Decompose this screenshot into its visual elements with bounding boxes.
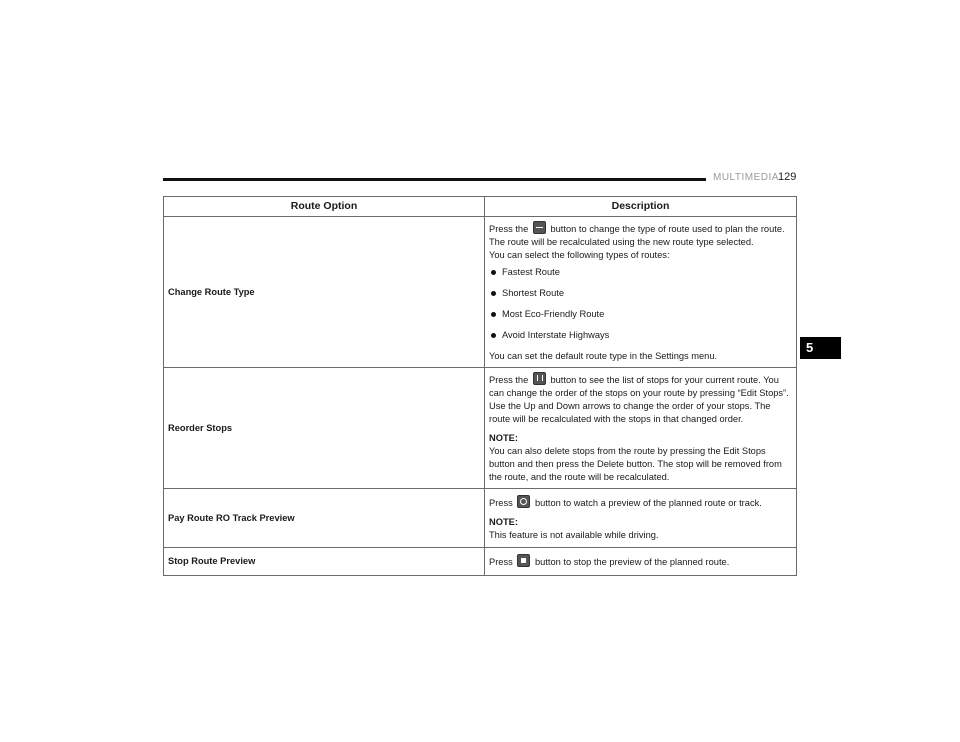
table-row	[164, 489, 797, 548]
column-header-description: Description	[485, 197, 797, 217]
table-row	[164, 217, 797, 368]
route-type-icon	[533, 221, 546, 234]
route-option-label: Reorder Stops	[164, 368, 485, 489]
stop-preview-icon	[517, 554, 530, 567]
desc-text: button to watch a preview of the planned route or track.	[534, 497, 762, 508]
desc-text: Press	[489, 497, 513, 508]
route-option-label: Stop Route Preview	[164, 548, 485, 576]
route-option-description	[485, 548, 797, 576]
table-row	[164, 368, 797, 489]
bullet-icon	[491, 333, 496, 338]
note-label: NOTE:	[489, 433, 518, 443]
desc-text: button to see the list of stops for your current route. You can change the order of the stops on your route by pressing “Edit Stops”. Use the Up and Down arrows to change the order of your stops. The route will be recalculated with the stops in that changed order.	[489, 375, 789, 424]
note-text: You can also delete stops from the route by pressing the Edit Stops button and then press the Delete button. The stop will be removed from the route, and the route will be recalculated.	[489, 446, 782, 482]
bullet-icon	[491, 270, 496, 275]
desc-text: You can select the following types of routes:	[489, 250, 670, 260]
note-label: NOTE:	[489, 516, 518, 527]
route-option-description	[485, 217, 797, 368]
route-options-table	[163, 196, 797, 576]
desc-text: button to stop the preview of the planned route.	[534, 557, 730, 567]
bullet-icon	[491, 291, 496, 296]
desc-text: Press	[489, 557, 513, 567]
play-preview-icon	[517, 495, 530, 508]
header-rule	[163, 178, 706, 181]
column-header-route-option: Route Option	[164, 197, 485, 217]
section-title: MULTIMEDIA	[713, 172, 779, 183]
chapter-tab: 5	[800, 337, 841, 359]
route-option-description	[485, 368, 797, 489]
route-option-label: Change Route Type	[164, 217, 485, 368]
desc-text: button to change the type of route used to plan the route. The route will be recalculated using the new route type selected.	[489, 224, 785, 247]
list-item: Most Eco-Friendly Route	[489, 308, 792, 321]
route-option-label: Pay Route RO Track Preview	[164, 489, 485, 548]
note-text: This feature is not available while driving.	[489, 529, 659, 540]
route-stops-icon	[533, 372, 546, 385]
bullet-icon	[491, 312, 496, 317]
desc-text: You can set the default route type in the Settings menu.	[489, 351, 718, 361]
list-item: Shortest Route	[489, 287, 792, 300]
list-item: Avoid Interstate Highways	[489, 329, 792, 342]
route-option-description	[485, 489, 797, 548]
desc-text: Press the	[489, 375, 529, 385]
table-row	[164, 548, 797, 576]
page-number: 129	[778, 171, 797, 183]
desc-text: Press the	[489, 224, 529, 234]
list-item: Fastest Route	[489, 266, 792, 279]
table-header-row	[164, 197, 797, 217]
